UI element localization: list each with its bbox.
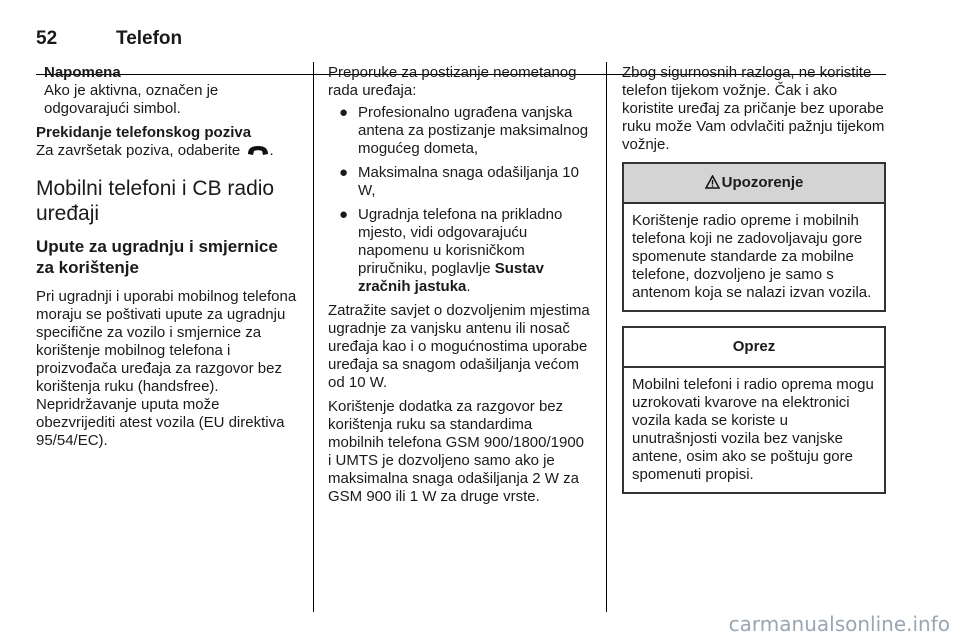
- warning-box: [622, 162, 886, 312]
- column-divider-1: [313, 62, 314, 612]
- hangup-heading: Prekidanje telefonskog poziva: [36, 124, 252, 141]
- bullet-dot: ●: [339, 206, 349, 223]
- section-title: Mobilni telefoni i CB radio uređaji: [36, 177, 275, 225]
- airbag-chapter-link[interactable]: Sustav zračnih jastuka: [358, 260, 544, 295]
- list-item-text: Profesionalno ugrađena vanjska antena za postizanje maksimalnog mogućeg dometa,: [358, 104, 589, 157]
- caution-header: [624, 328, 884, 368]
- bullet-dot: ●: [339, 164, 349, 181]
- list-item: [328, 206, 590, 296]
- warning-header: [624, 164, 884, 204]
- column-1: [36, 64, 298, 456]
- warning-triangle-icon: [705, 175, 720, 189]
- note-block: [36, 64, 298, 118]
- list-item: [328, 104, 590, 158]
- warning-title: Upozorenje: [721, 174, 804, 191]
- list-item-text: Maksimalna snaga odašiljanja 10 W,: [358, 164, 579, 199]
- watermark: carmanualsonline.info: [728, 612, 950, 636]
- column-2: [328, 64, 590, 512]
- page-number: 52: [36, 28, 58, 49]
- column-divider-2: [606, 62, 607, 612]
- column-3: [622, 64, 886, 494]
- hangup-text-end: .: [269, 142, 274, 159]
- list-item-text: Ugradnja telefona na prikladno mjesto, vidi odgovarajuću napomenu u korisničkom priručniku, poglavlje: [358, 206, 563, 277]
- subsection-title: Upute za ugradnju i smjernice za korištenje: [36, 237, 278, 277]
- list-item: [328, 164, 590, 200]
- note-title: Napomena: [44, 64, 121, 81]
- hangup-text: [36, 142, 298, 160]
- recommendations-list: [328, 104, 590, 296]
- phone-hangup-icon: [247, 145, 269, 156]
- handsfree-standards: Korištenje dodatka za razgovor bez korištenja ruku sa standardima mobilnih telefona GSM 900/1800/1900 i UMTS je dozvoljeno samo ako je maksimalna snaga odašiljanja 2 W za GSM 900 ili 1 W za druge vrste.: [328, 398, 585, 505]
- recommendations-intro: Preporuke za postizanje neometanog rada uređaja:: [328, 64, 577, 99]
- running-title: Telefon: [116, 28, 183, 49]
- hangup-text-main: Za završetak poziva, odaberite: [36, 142, 241, 159]
- page-header: [36, 24, 886, 54]
- caution-body: Mobilni telefoni i radio oprema mogu uzrokovati kvarove na elektronici vozila kada se koriste u unutrašnjosti vozila bez vanjske antene, osim ako se poštuju gore spomenuti propisi.: [632, 376, 874, 483]
- bullet-dot: ●: [339, 104, 349, 121]
- installation-body: Pri ugradnji i uporabi mobilnog telefona moraju se poštivati upute za ugradnju specifične za vozilo i smjernice za korištenje mobilnog telefona i proizvođača uređaja za razgovor bez korištenja ruku (handsfree). Nepridržavanje uputa može obezvrijediti atest vozila (EU direktiva 95/54/EC).: [36, 288, 297, 449]
- safety-intro: Zbog sigurnosnih razloga, ne koristite telefon tijekom vožnje. Čak i ako koristite uređaj za pričanje bez uporabe ruku može Vam odvlačiti pažnju tijekom vožnje.: [622, 64, 885, 153]
- caution-box: [622, 326, 886, 494]
- warning-body: Korištenje radio opreme i mobilnih telefona koji ne zadovoljavaju gore spomenute standarde za mobilne telefone, dozvoljeno je samo s antenom koja se nalazi izvan vozila.: [632, 212, 872, 301]
- antenna-advice: Zatražite savjet o dozvoljenim mjestima ugradnje za vanjsku antenu ili nosač uređaja kao i o mogućnostima uporabe uređaja sa snagom odašiljanja većom od 10 W.: [328, 302, 590, 391]
- note-text: Ako je aktivna, označen je odgovarajući simbol.: [44, 82, 219, 117]
- caution-title: Oprez: [732, 338, 776, 355]
- list-item-end: .: [466, 278, 471, 295]
